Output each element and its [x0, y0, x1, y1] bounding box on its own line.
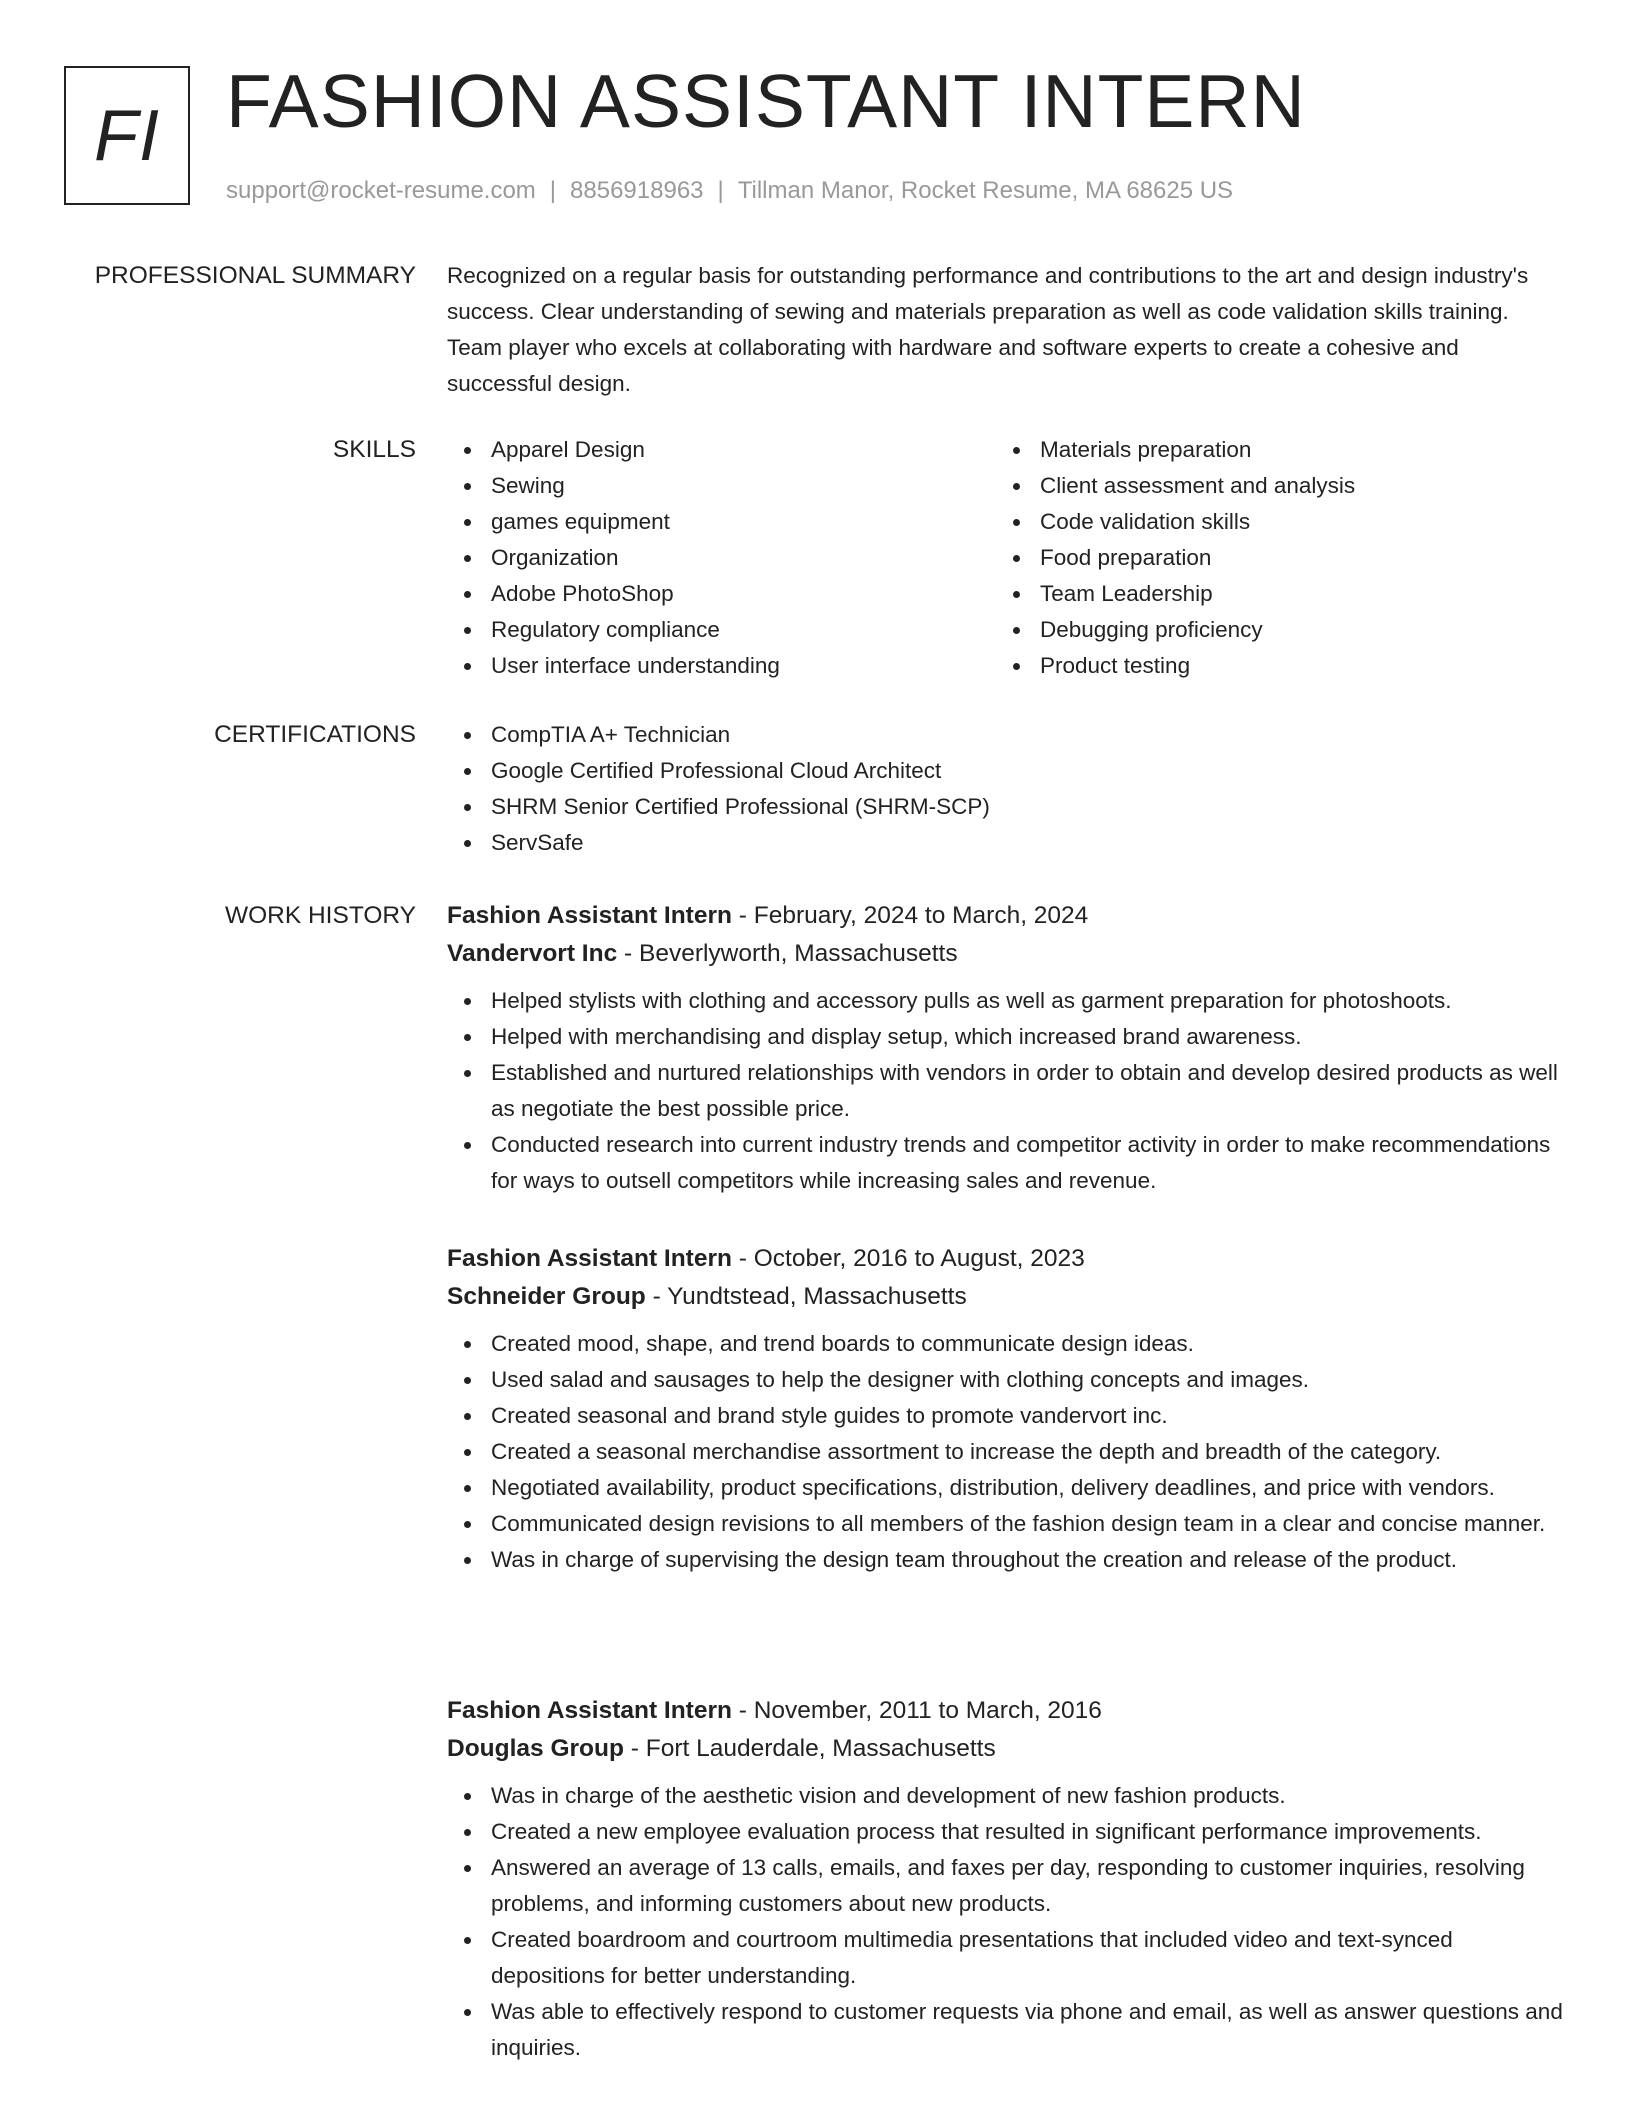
job-bullet-list	[447, 1778, 1567, 2066]
job-company-line	[447, 1730, 1567, 1768]
job-company: Douglas Group	[447, 1735, 624, 1762]
certifications-heading: CERTIFICATIONS	[214, 721, 416, 748]
skill-item: Debugging proficiency	[996, 612, 1545, 648]
summary-text: Recognized on a regular basis for outstanding performance and contributions to the art and design industry's success. Clear understanding of sewing and materials preparation as well as code validation skills training. Team player who excels at collaborating with hardware and software experts to create a cohesive and successful design.	[447, 263, 1529, 396]
monogram-logo	[64, 66, 190, 205]
job-bullet: Was in charge of the aesthetic vision and development of new fashion products.	[447, 1778, 1567, 1814]
skill-item: Team Leadership	[996, 576, 1545, 612]
job-bullet: Answered an average of 13 calls, emails, and faxes per day, responding to customer inquiries, resolving problems, and informing customers about new products.	[447, 1850, 1567, 1922]
certification-item: CompTIA A+ Technician	[447, 717, 1567, 753]
job-role: Fashion Assistant Intern	[447, 902, 732, 929]
summary-heading: PROFESSIONAL SUMMARY	[94, 262, 416, 289]
job-dates: - February, 2024 to March, 2024	[731, 902, 1089, 929]
job-location: - Yundtstead, Massachusetts	[645, 1283, 967, 1310]
job-bullet: Established and nurtured relationships with vendors in order to obtain and develop desired products as well as negotiate the best possible price.	[447, 1055, 1567, 1127]
skill-item: Adobe PhotoShop	[447, 576, 996, 612]
monogram-initials: FI	[94, 95, 160, 176]
skill-item: Organization	[447, 540, 996, 576]
job-dates: - October, 2016 to August, 2023	[731, 1245, 1085, 1272]
skill-item: Materials preparation	[996, 432, 1545, 468]
job-bullet: Created boardroom and courtroom multimedia presentations that included video and text-synced depositions for better understanding.	[447, 1922, 1567, 1994]
job-location: - Beverlyworth, Massachusetts	[617, 940, 958, 967]
job-bullet: Communicated design revisions to all members of the fashion design team in a clear and concise manner.	[447, 1506, 1567, 1542]
skill-item: Regulatory compliance	[447, 612, 996, 648]
job-bullet: Helped with merchandising and display setup, which increased brand awareness.	[447, 1019, 1567, 1055]
work-history-heading: WORK HISTORY	[224, 902, 416, 929]
job-bullet: Was able to effectively respond to customer requests via phone and email, as well as answer questions and inquiries.	[447, 1994, 1567, 2066]
contact-separator: |	[717, 177, 724, 204]
job-company: Schneider Group	[447, 1283, 646, 1310]
skills-list-right	[996, 432, 1545, 684]
contact-separator: |	[549, 177, 557, 204]
job-entry	[447, 897, 1567, 1199]
job-bullet-list	[447, 1326, 1567, 1578]
job-dates: - November, 2011 to March, 2016	[731, 1697, 1102, 1724]
job-location: - Fort Lauderdale, Massachusetts	[623, 1735, 996, 1762]
job-bullet: Created seasonal and brand style guides to promote vandervort inc.	[447, 1398, 1567, 1434]
job-title-line	[447, 1692, 1567, 1730]
contact-address: Tillman Manor, Rocket Resume, MA 68625 US	[737, 177, 1234, 204]
skill-item: Sewing	[447, 468, 996, 504]
job-role: Fashion Assistant Intern	[447, 1697, 732, 1724]
skill-item: Food preparation	[996, 540, 1545, 576]
job-bullet: Helped stylists with clothing and accessory pulls as well as garment preparation for photoshoots.	[447, 983, 1567, 1019]
job-title-line	[447, 1240, 1567, 1278]
job-bullet: Created a new employee evaluation process that resulted in significant performance improvements.	[447, 1814, 1567, 1850]
skill-item: Client assessment and analysis	[996, 468, 1545, 504]
job-bullet: Created mood, shape, and trend boards to communicate design ideas.	[447, 1326, 1567, 1362]
job-bullet: Used salad and sausages to help the designer with clothing concepts and images.	[447, 1362, 1567, 1398]
skills-list-left	[447, 432, 996, 684]
job-company-line	[447, 1278, 1567, 1316]
skill-item: Code validation skills	[996, 504, 1545, 540]
skill-item: User interface understanding	[447, 648, 996, 684]
job-bullet: Created a seasonal merchandise assortment to increase the depth and breadth of the category.	[447, 1434, 1567, 1470]
job-bullet: Negotiated availability, product specifications, distribution, delivery deadlines, and price with vendors.	[447, 1470, 1567, 1506]
certification-item: Google Certified Professional Cloud Architect	[447, 753, 1567, 789]
skills-heading: SKILLS	[332, 436, 416, 463]
skill-item: Apparel Design	[447, 432, 996, 468]
certifications-list	[447, 717, 1567, 861]
job-bullet: Was in charge of supervising the design team throughout the creation and release of the product.	[447, 1542, 1567, 1578]
skill-item: Product testing	[996, 648, 1545, 684]
page-title: FASHION ASSISTANT INTERN	[226, 59, 1306, 143]
job-role: Fashion Assistant Intern	[447, 1245, 732, 1272]
skill-item: games equipment	[447, 504, 996, 540]
job-bullet: Conducted research into current industry trends and competitor activity in order to make recommendations for ways to outsell competitors while increasing sales and revenue.	[447, 1127, 1567, 1199]
job-entry	[447, 1240, 1567, 1578]
job-bullet-list	[447, 983, 1567, 1199]
contact-phone: 8856918963	[570, 177, 704, 204]
certification-item: SHRM Senior Certified Professional (SHRM-SCP)	[447, 789, 1567, 825]
job-company-line	[447, 935, 1567, 973]
certification-item: ServSafe	[447, 825, 1567, 861]
job-entry	[447, 1692, 1567, 2066]
contact-line	[226, 174, 1233, 208]
contact-email: support@rocket-resume.com	[226, 177, 536, 204]
job-title-line	[447, 897, 1567, 935]
job-company: Vandervort Inc	[447, 940, 618, 967]
